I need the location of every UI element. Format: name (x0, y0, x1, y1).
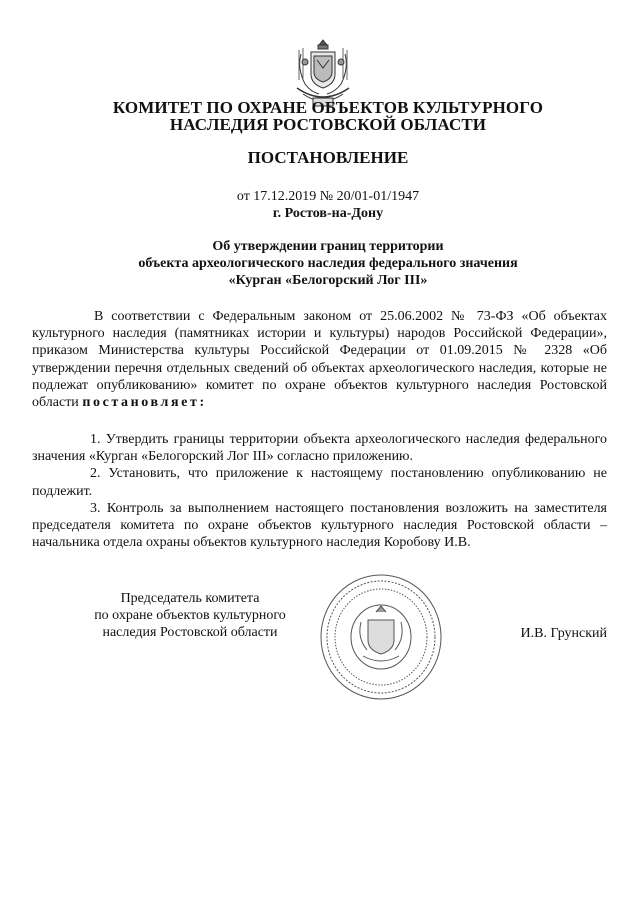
signatory-title-line3: наследия Ростовской области (102, 625, 278, 640)
signatory-title-line1: Председатель комитета (120, 591, 260, 606)
signatory-title-line2: по охране объектов культурного (94, 608, 286, 623)
preamble-text: В соответствии с Федеральным законом от 25.06.2002 № 73-ФЗ «Об объектах культурного наследия (памятниках истории и культуры) народов Российской Федерации», приказом Министерства культуры Российской Федерации от 01.09.2015 № 2328 «Об утверждении перечня отдельных сведений об объектах археологического наследия, которые не подлежат опубликованию» комитет по охране объектов культурного наследия Ростовской области (32, 309, 607, 411)
subject-line1: Об утверждении границ территории (212, 239, 444, 254)
resolution-item-2: 2. Установить, что приложение к настоящему постановлению опубликованию не подлежит. (32, 466, 607, 499)
resolve-word: постановляет: (82, 395, 207, 411)
committee-name-line1: КОМИТЕТ ПО ОХРАНЕ ОБЪЕКТОВ КУЛЬТУРНОГО (112, 98, 544, 117)
committee-name-line2: НАСЛЕДИЯ РОСТОВСКОЙ ОБЛАСТИ (169, 115, 487, 134)
resolution-item-3: 3. Контроль за выполнением настоящего постановления возложить на заместителя председателя комитета по охране объектов культурного наследия Ростовской области – начальника отдела охраны объектов культурного наследия Коробову И.В. (32, 500, 607, 551)
preamble (32, 308, 607, 411)
resolution-items (32, 431, 607, 551)
subject-line3: «Курган «Белогорский Лог III» (228, 273, 428, 288)
document-type: ПОСТАНОВЛЕНИЕ (247, 148, 409, 167)
committee-name (40, 99, 616, 133)
resolution-item-1: 1. Утвердить границы территории объекта археологического наследия федерального значения «Курган «Белогорский Лог III» согласно приложению. (32, 432, 607, 465)
signatory-title (50, 590, 330, 641)
official-seal-stamp (318, 572, 444, 702)
subject-line2: объекта археологического наследия федерального значения (138, 256, 518, 271)
signatory-name: И.В. Грунский (520, 626, 607, 641)
date-number: от 17.12.2019 № 20/01-01/1947 (236, 189, 420, 204)
date-and-number-block (40, 188, 616, 222)
document-subject (40, 238, 616, 289)
city: г. Ростов-на-Дону (272, 206, 384, 221)
